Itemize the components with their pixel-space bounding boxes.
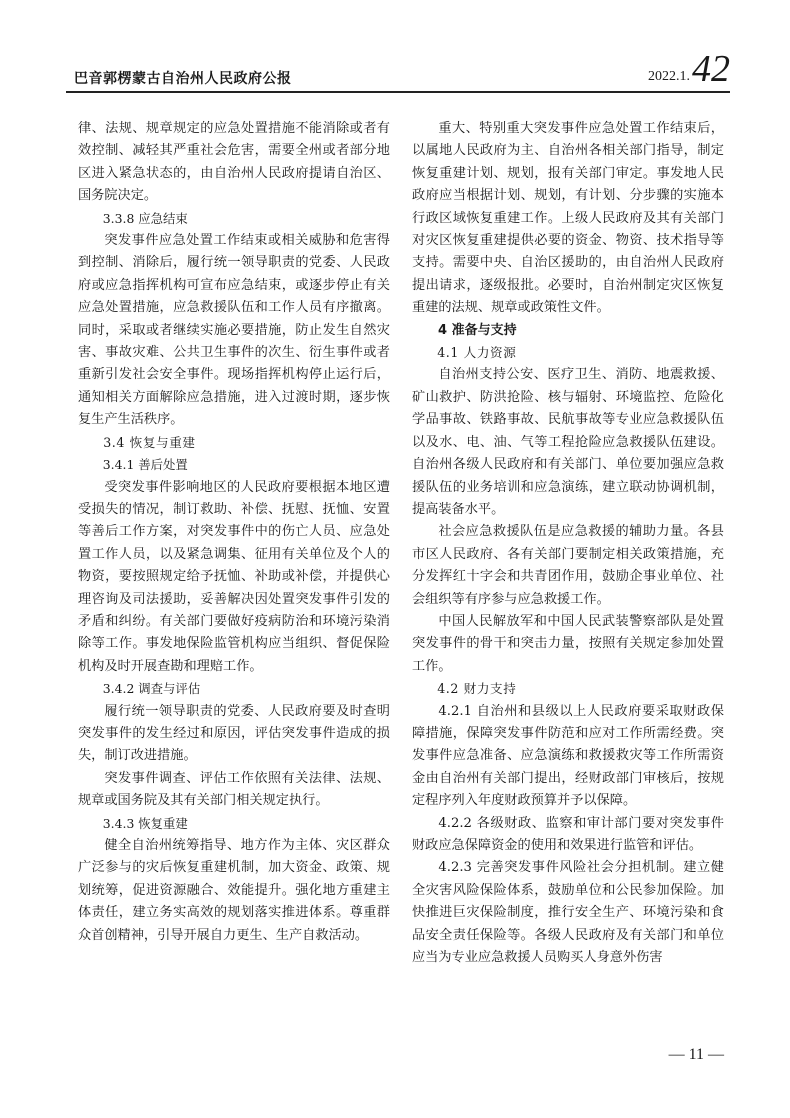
section-heading-3-3-8: 3.3.8 应急结束 bbox=[102, 210, 188, 226]
left-column bbox=[78, 118, 390, 947]
publication-title: 巴音郭楞蒙古自治州人民政府公报 bbox=[74, 71, 292, 87]
paragraph: 中国人民解放军和中国人民武装警察部队是处置突发事件的骨干和突击力量，按照有关规定参加处置工作。 bbox=[412, 613, 724, 674]
right-column bbox=[412, 118, 724, 969]
section-heading-4-2: 4.2 财力支持 bbox=[437, 681, 517, 697]
paragraph: 履行统一领导职责的党委、人民政府要及时查明突发事件的发生经过和原因，评估突发事件造成的损失，制订改进措施。 bbox=[78, 703, 390, 764]
paragraph: 社会应急救援队伍是应急救援的辅助力量。各县市区人民政府、各有关部门要制定相关政策措施，充分发挥红十字会和共青团作用，鼓励企事业单位、社会组织等有序参与应急救援工作。 bbox=[412, 524, 724, 607]
header-divider bbox=[66, 91, 730, 93]
section-heading-3-4-1: 3.4.1 善后处置 bbox=[102, 457, 188, 473]
section-heading-3-4-2: 3.4.2 调查与评估 bbox=[102, 681, 201, 697]
paragraph: 4.2.2 各级财政、监察和审计部门要对突发事件财政应急保障资金的使用和效果进行监管和评估。 bbox=[412, 815, 724, 853]
paragraph: 受突发事件影响地区的人民政府要根据本地区遭受损失的情况，制订救助、补偿、抚慰、抚恤、安置等善后工作方案，对突发事件中的伤亡人员、应急处置工作人员，以及紧急调集、征用有关单位及个人的物资，要按照规定给予抚恤、补助或补偿，并提供心理咨询及司法援助，妥善解决因处置突发事件引发的矛盾和纠纷。有关部门要做好疫病防治和环境污染消除等工作。事发地保险监管机构应当组织、督促保险机构及时开展查勘和理赔工作。 bbox=[78, 479, 390, 674]
paragraph: 律、法规、规章规定的应急处置措施不能消除或者有效控制、减轻其严重社会危害，需要全州或者部分地区进入紧急状态的，由自治州人民政府提请自治区、国务院决定。 bbox=[78, 121, 390, 204]
section-heading-3-4: 3.4 恢复与重建 bbox=[103, 434, 196, 450]
section-heading-3-4-3: 3.4.3 恢复重建 bbox=[102, 815, 188, 831]
paragraph: 突发事件调查、评估工作依照有关法律、法规、规章或国务院及其有关部门相关规定执行。 bbox=[78, 770, 390, 809]
issue-number: 42 bbox=[692, 48, 730, 90]
paragraph: 4.2.3 完善突发事件风险社会分担机制。建立健全灾害风险保险体系，鼓励单位和公民参加保险。加快推进巨灾保险制度，推行安全生产、环境污染和食品安全责任保险等。各级人民政府及有关部门和单位应当为专业应急救援人员购买人身意外伤害 bbox=[412, 860, 724, 966]
issue-date: 2022.1. bbox=[648, 69, 690, 84]
section-heading-4-1: 4.1 人力资源 bbox=[437, 345, 517, 361]
section-heading-4: 4 准备与支持 bbox=[438, 322, 517, 338]
page-header bbox=[66, 48, 730, 90]
page-number: — 11 — bbox=[668, 1046, 724, 1063]
paragraph: 突发事件应急处置工作结束或相关威胁和危害得到控制、消除后，履行统一领导职责的党委、人民政府或应急指挥机构可宣布应急结束，或逐步停止有关应急处置措施，应急救援队伍和工作人员有序撤离。同时，采取或者继续实施必要措施，防止发生自然灾害、事故灾难、公共卫生事件的次生、衍生事件或者重新引发社会安全事件。现场指挥机构停止运行后，通知相关方面解除应急措施，进入过渡时期，逐步恢复生产生活秩序。 bbox=[78, 233, 390, 428]
paragraph: 重大、特别重大突发事件应急处置工作结束后，以属地人民政府为主、自治州各相关部门指导，制定恢复重建计划、规划，报有关部门审定。事发地人民政府应当根据计划、规划，有计划、分步骤的实施本行政区域恢复重建工作。上级人民政府及其有关部门对灾区恢复重建提供必要的资金、物资、技术指导等支持。需要中央、自治区援助的，由自治州人民政府提出请求，逐级报批。必要时，自治州制定灾区恢复重建的法规、规章或政策性文件。 bbox=[412, 121, 724, 316]
paragraph: 自治州支持公安、医疗卫生、消防、地震救援、矿山救护、防洪抢险、核与辐射、环境监控、危险化学品事故、铁路事故、民航事故等专业应急救援队伍以及水、电、油、气等工程抢险应急救援队伍建设。自治州各级人民政府和有关部门、单位要加强应急救援队伍的业务培训和应急演练，建立联动协调机制，提高装备水平。 bbox=[412, 367, 724, 517]
paragraph: 健全自治州统筹指导、地方作为主体、灾区群众广泛参与的灾后恢复重建机制，加大资金、政策、规划统筹，促进资源融合、效能提升。强化地方重建主体责任，建立务实高效的规划落实推进体系。尊重群众首创精神，引导开展自力更生、生产自救活动。 bbox=[78, 838, 390, 943]
paragraph: 4.2.1 自治州和县级以上人民政府要采取财政保障措施，保障突发事件防范和应对工作所需经费。突发事件应急准备、应急演练和救援救灾等工作所需资金由自治州有关部门提出，经财政部门审核后，按规定程序列入年度财政预算并予以保障。 bbox=[412, 703, 724, 809]
